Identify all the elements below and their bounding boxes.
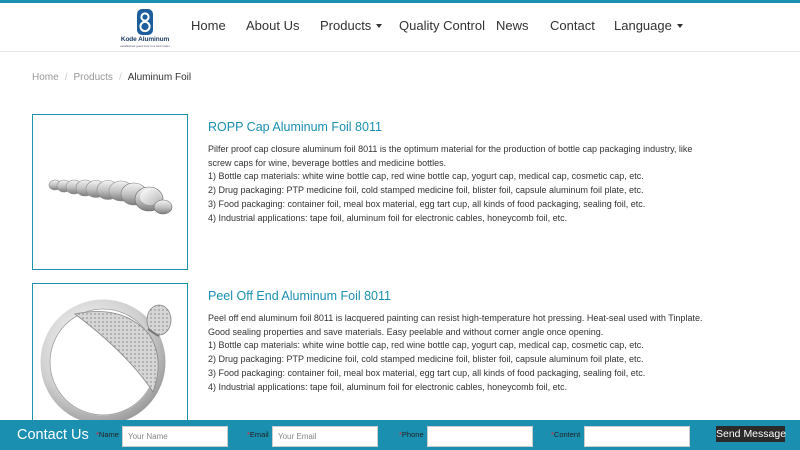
nav-quality-control[interactable]	[399, 18, 485, 33]
nav-label: Home	[191, 18, 226, 33]
description-line: 4) Industrial applications: tape foil, aluminum foil for electronic cables, honeycomb foil, etc.	[208, 381, 568, 392]
label-text: Phone	[401, 430, 424, 439]
label-text: Email	[249, 430, 269, 439]
description-line: 1) Bottle cap materials: white wine bottle cap, red wine bottle cap, yogurt cap, medical cap, cosmetic cap, etc.	[208, 171, 644, 182]
caret-down-icon	[677, 24, 683, 28]
required-mark: *	[96, 430, 99, 439]
label-text: Name	[98, 430, 119, 439]
breadcrumb-separator: /	[64, 72, 68, 83]
product-image-bottle-caps[interactable]	[32, 114, 188, 270]
nav-contact[interactable]	[550, 18, 595, 33]
nav-label: Language	[614, 18, 672, 33]
breadcrumb	[32, 72, 191, 83]
contact-bar	[0, 420, 800, 450]
product-title[interactable]: Peel Off End Aluminum Foil 8011	[208, 289, 391, 303]
breadcrumb-home[interactable]: Home	[32, 72, 59, 83]
caret-down-icon	[376, 24, 382, 28]
nav-language[interactable]	[614, 18, 683, 33]
product-title[interactable]: ROPP Cap Aluminum Foil 8011	[208, 120, 382, 134]
description-line: 2) Drug packaging: PTP medicine foil, cold stamped medicine foil, blister foil, capsule aluminum foil plate, etc.	[208, 354, 644, 365]
breadcrumb-products[interactable]: Products	[73, 72, 113, 83]
required-mark: *	[551, 430, 554, 439]
product-info	[208, 289, 708, 394]
product-info	[208, 120, 708, 225]
description-line: Peel off end aluminum foil 8011 is lacquered painting can resist high-temperature hot pressing. Heat-seal used with Tinplate.	[208, 313, 703, 323]
brand-tagline: established good trust in a new realm	[120, 44, 170, 48]
label-text: Content	[553, 430, 581, 439]
breadcrumb-current: Aluminum Foil	[127, 72, 192, 83]
name-input[interactable]	[122, 426, 228, 447]
product-image-peel-off-end[interactable]	[32, 283, 188, 439]
description-line: Good sealing properties and save materials. Easy peelable and without corner angle once opening.	[208, 326, 604, 337]
description-line: Pilfer proof cap closure aluminum foil 8011 is the optimum material for the production of bottle cap packaging industry, like	[208, 144, 693, 154]
nav-label: About Us	[246, 18, 300, 33]
product-description	[208, 312, 708, 394]
nav-label: Quality Control	[399, 18, 485, 33]
email-field-label	[247, 430, 269, 439]
content-input[interactable]	[584, 426, 690, 447]
product-description	[208, 143, 708, 225]
email-input[interactable]	[272, 426, 378, 447]
contact-bar-title: Contact Us	[17, 427, 89, 443]
nav-label: Contact	[550, 18, 595, 33]
logo-mark-icon	[115, 9, 175, 36]
bottle-caps-image	[33, 115, 187, 269]
description-line: 2) Drug packaging: PTP medicine foil, cold stamped medicine foil, blister foil, capsule aluminum foil plate, etc.	[208, 185, 644, 196]
nav-news[interactable]	[496, 18, 529, 33]
brand-name: Kode Aluminum	[120, 36, 170, 43]
site-header	[0, 3, 800, 52]
name-field-label	[96, 430, 119, 439]
description-line: 3) Food packaging: container foil, meal box material, egg tart cup, all kinds of food packaging, sealing foil, etc.	[208, 367, 646, 378]
phone-field-label	[399, 430, 424, 439]
required-mark: *	[399, 430, 402, 439]
peel-off-end-image	[33, 284, 187, 438]
nav-label: News	[496, 18, 529, 33]
nav-label: Products	[320, 18, 372, 33]
phone-input[interactable]	[427, 426, 533, 447]
send-message-button[interactable]: Send Message	[716, 428, 787, 440]
content-field-label	[551, 430, 580, 439]
breadcrumb-separator: /	[118, 72, 122, 83]
description-line: 3) Food packaging: container foil, meal box material, egg tart cup, all kinds of food packaging, sealing foil, etc.	[208, 198, 646, 209]
description-line: 1) Bottle cap materials: white wine bottle cap, red wine bottle cap, yogurt cap, medical cap, cosmetic cap, etc.	[208, 340, 644, 351]
nav-products[interactable]	[320, 18, 382, 33]
brand-logo[interactable]	[115, 9, 175, 49]
nav-home[interactable]	[191, 18, 226, 33]
nav-about-us[interactable]	[246, 18, 299, 33]
description-line: screw caps for wine, beverage bottles and medicine bottles.	[208, 157, 447, 168]
description-line: 4) Industrial applications: tape foil, aluminum foil for electronic cables, honeycomb foil, etc.	[208, 212, 568, 223]
required-mark: *	[247, 430, 250, 439]
